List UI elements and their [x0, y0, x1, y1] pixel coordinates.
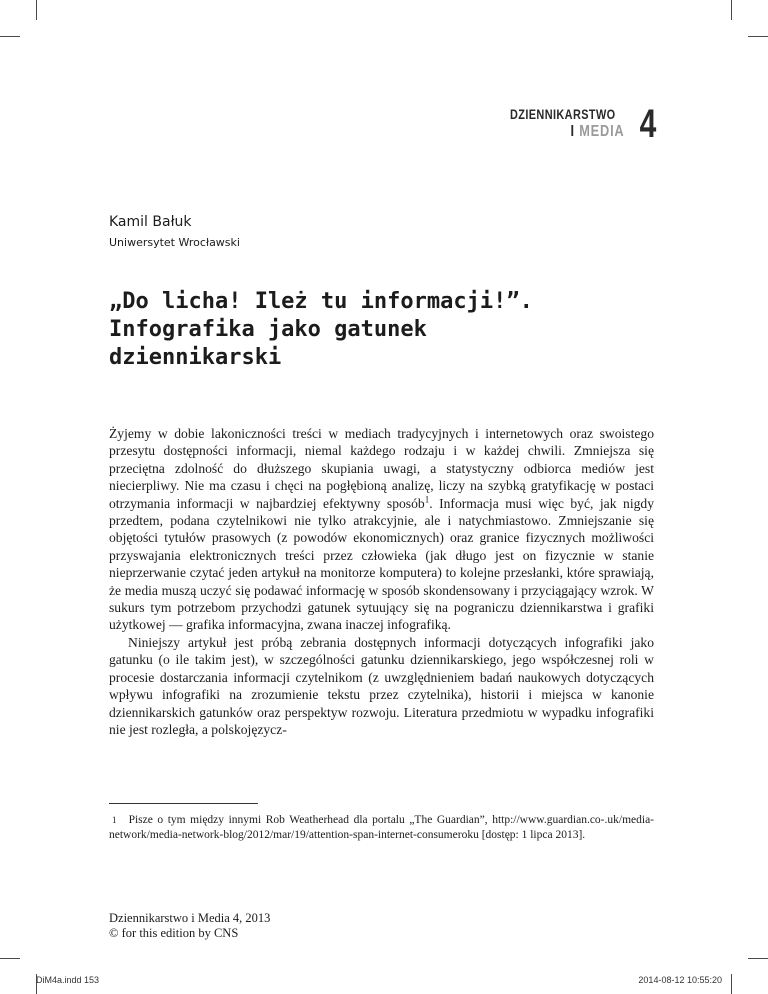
- imprint-journal: Dziennikarstwo i Media 4, 2013: [109, 911, 271, 925]
- crop-mark: [731, 0, 732, 20]
- journal-logo: [510, 102, 656, 148]
- article-title: [109, 288, 669, 372]
- print-slug-timestamp: 2014-08-12 10:55:20: [638, 975, 722, 985]
- article-body: [109, 425, 654, 738]
- title-line: „Do licha! Ileż tu informacji!”.: [109, 289, 533, 314]
- footnote-text: Pisze o tym między innymi Rob Weatherhead dla portalu „The Guardian”, http://www.guardian.co-.uk/media-network/media-network-blog/2012/mar/19/attention-span-internet-consumeroku [dostęp: 1 lipca 2013].: [109, 814, 655, 841]
- footnote-divider: [109, 803, 258, 804]
- author-name: Kamil Bałuk: [109, 214, 192, 230]
- logo-media-word: MEDIA: [578, 123, 624, 140]
- crop-mark: [748, 36, 768, 37]
- imprint-copyright: © for this edition by CNS: [109, 926, 239, 940]
- crop-mark: [0, 958, 20, 959]
- paragraph: [109, 425, 654, 634]
- footnote-reference: 1: [424, 494, 430, 505]
- logo-conjunction: I: [570, 123, 575, 140]
- crop-mark: [748, 958, 768, 959]
- paragraph-text: . Informacja musi więc być, jak nigdy przedtem, podana czytelnikowi nie tylko atrakcyjnie, ale i natychmiastowo. Zmniejszanie się objętości tytułów prasowych (z powodów ekonomicznych) oraz granice fizycznych możliwości przyswajania elektronicznych treści przez człowieka (jak długo jest on fizycznie w stanie nieprzerwanie czytać jeden artykuł na monitorze komputera) to kolejne przesłanki, które sprawiają, że media muszą uczyć się podawać informację w sposób skondensowany i przyciągający wzrok. W sukurs tym potrzebom przychodzi gatunek sytuujący się na pograniczu dziennikarstwa i grafiki użytkowej — grafika informacyjna, zwana inaczej infografiką.: [109, 495, 654, 633]
- title-line: dziennikarski: [109, 345, 282, 370]
- imprint: [109, 911, 270, 941]
- footnote: [109, 813, 654, 843]
- paragraph-text: Żyjemy w dobie lakoniczności treści w mediach tradycyjnych i internetowych oraz swoistego przesytu dostępności informacji, niemal każdego rodzaju i w każdej chwili. Zmniejsza się przeciętna zdolność do dłuższego skupiania uwagi, a statystyczny odbiorca mediów jest niecierpliwy. Nie ma czasu i chęci na pogłębioną analizę, liczy na szybką gratyfikację w postaci otrzymania informacji w najbardziej efektywny sposób: [109, 426, 654, 511]
- title-line: Infografika jako gatunek: [109, 317, 427, 342]
- crop-mark: [0, 36, 20, 37]
- crop-mark: [731, 974, 732, 994]
- author-affiliation: Uniwersytet Wrocławski: [109, 236, 240, 249]
- paragraph: Niniejszy artykuł jest próbą zebrania dostępnych informacji dotyczących infografiki jako gatunku (o ile takim jest), w szczególności gatunku dziennikarskiego, jego współczesnej roli w procesie dostarczania informacji czytelnikom (z uwzględnieniem badań naukowych dotyczących wpływu infografiki na zrozumienie tekstu przez czytelnika), historii i miejsca w kanonie dziennikarskich gatunków oraz perspektyw rozwoju. Literatura przedmiotu w wypadku infografiki nie jest rozległa, a polskojęzycz-: [109, 634, 654, 737]
- logo-subtitle: [570, 123, 624, 141]
- footnote-number: 1: [112, 815, 117, 825]
- crop-mark: [36, 0, 37, 20]
- logo-issue-number: 4: [639, 102, 656, 146]
- print-slug-file: DiM4a.indd 153: [36, 975, 100, 985]
- logo-title: DZIENNIKARSTWO: [510, 106, 616, 122]
